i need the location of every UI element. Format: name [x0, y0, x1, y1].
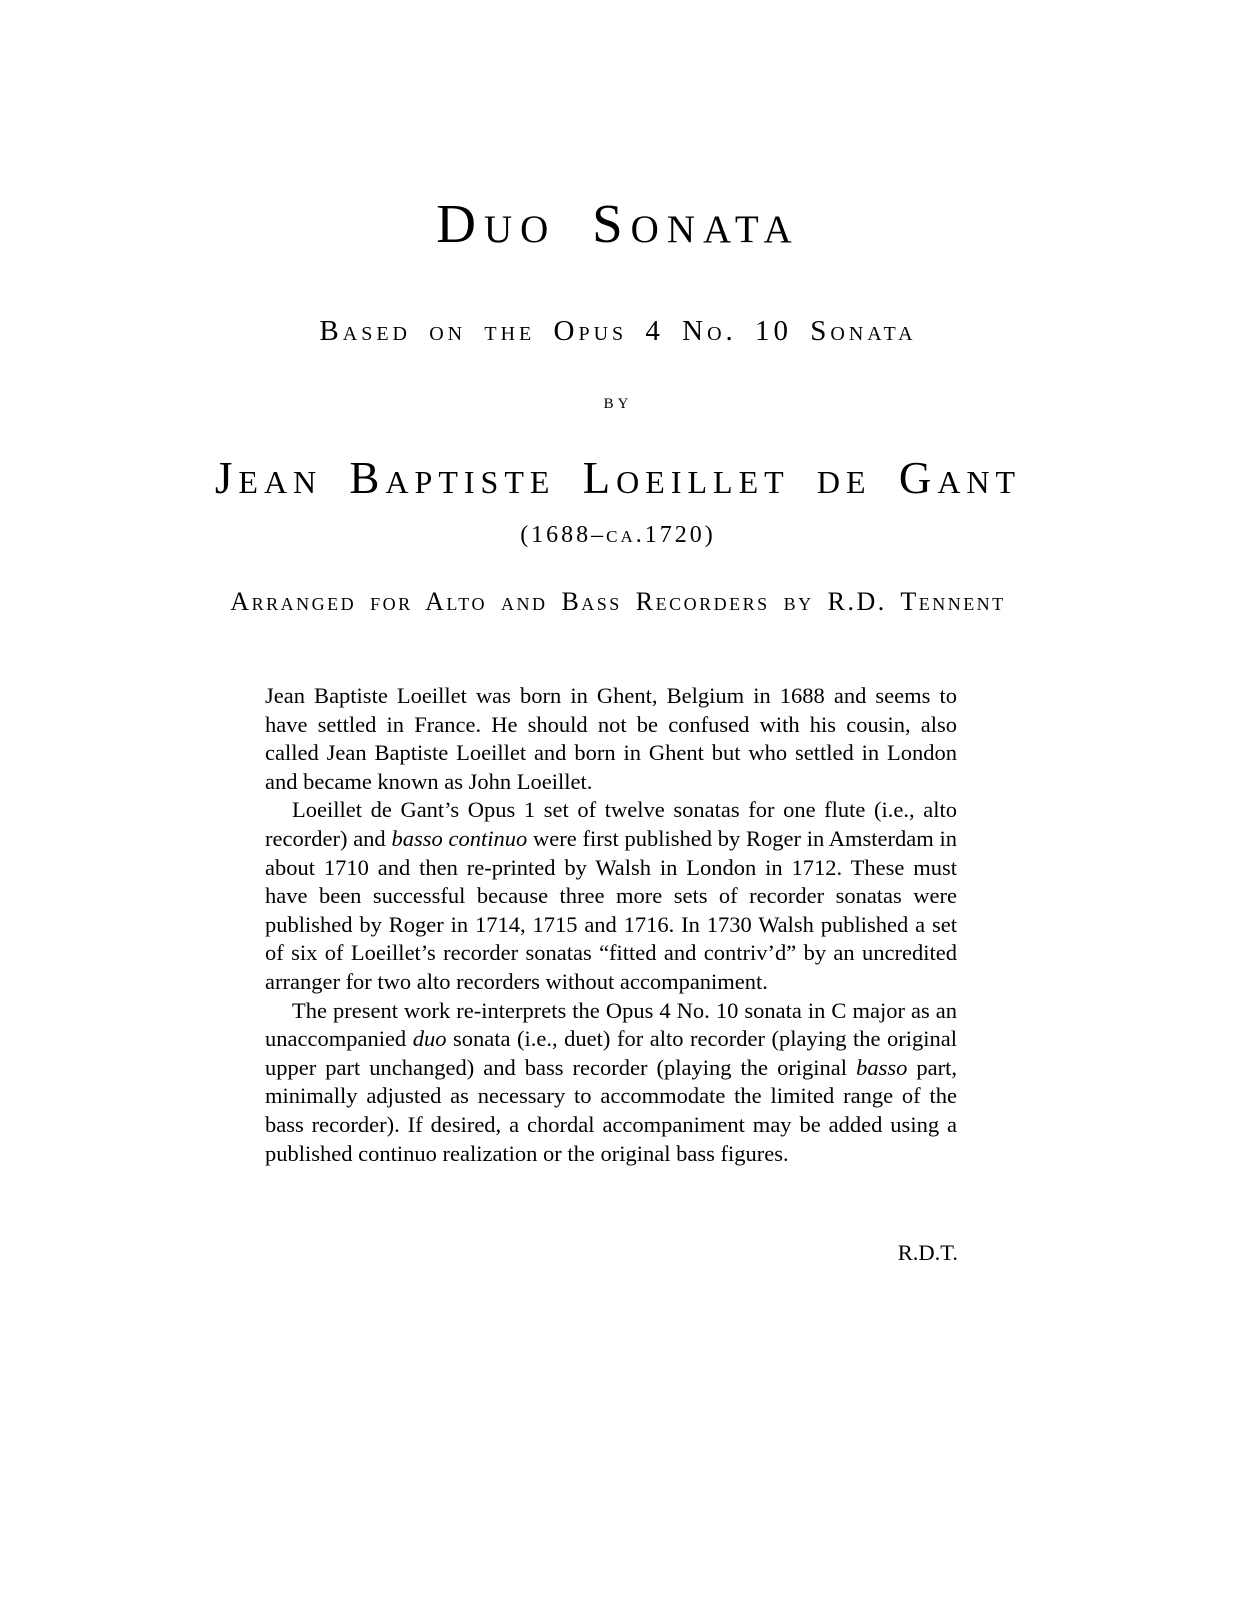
intro-paragraph-2: Loeillet de Gant’s Opus 1 set of twelve sonatas for one flute (i.e., alto recorder) and basso continuo were first published by Roger in Amsterdam in about 1710 and then re-printed by Walsh in London in 1712. These must have been successful because three more sets of recorder sonatas were published by Roger in 1714, 1715 and 1716. In 1730 Walsh published a set of six of Loeillet’s recorder sonatas “fitted and contriv’d” by an uncredited arranger for two alto recorders without accompaniment. [265, 797, 957, 994]
introduction-text [265, 682, 957, 1168]
subtitle: Based on the Opus 4 No. 10 Sonata [319, 315, 917, 347]
arranger-initials: R.D.T. [897, 1240, 958, 1265]
byline: by [603, 388, 633, 413]
intro-paragraph-3: The present work re-interprets the Opus 4 No. 10 sonata in C major as an unaccompanied duo sonata (i.e., duet) for alto recorder (playing the original upper part unchanged) and bass recorder (playing the original basso part, minimally adjusted as necessary to accommodate the limited range of the bass recorder). If desired, a chordal accompaniment may be added using a published continuo realization or the original bass figures. [265, 997, 958, 1166]
composer-name: Jean Baptiste Loeillet de Gant [214, 453, 1022, 503]
page-title: Duo Sonata [436, 193, 800, 254]
intro-paragraph-1: Jean Baptiste Loeillet was born in Ghent, Belgium in 1688 and seems to have settled in France. He should not be confused with his cousin, also called Jean Baptiste Loeillet and born in Ghent but who settled in London and became known as John Loeillet. [265, 683, 957, 794]
composer-dates: (1688–ca.1720) [520, 522, 716, 548]
arrangement-credit: Arranged for Alto and Bass Recorders by R.D. Tennent [230, 587, 1006, 616]
